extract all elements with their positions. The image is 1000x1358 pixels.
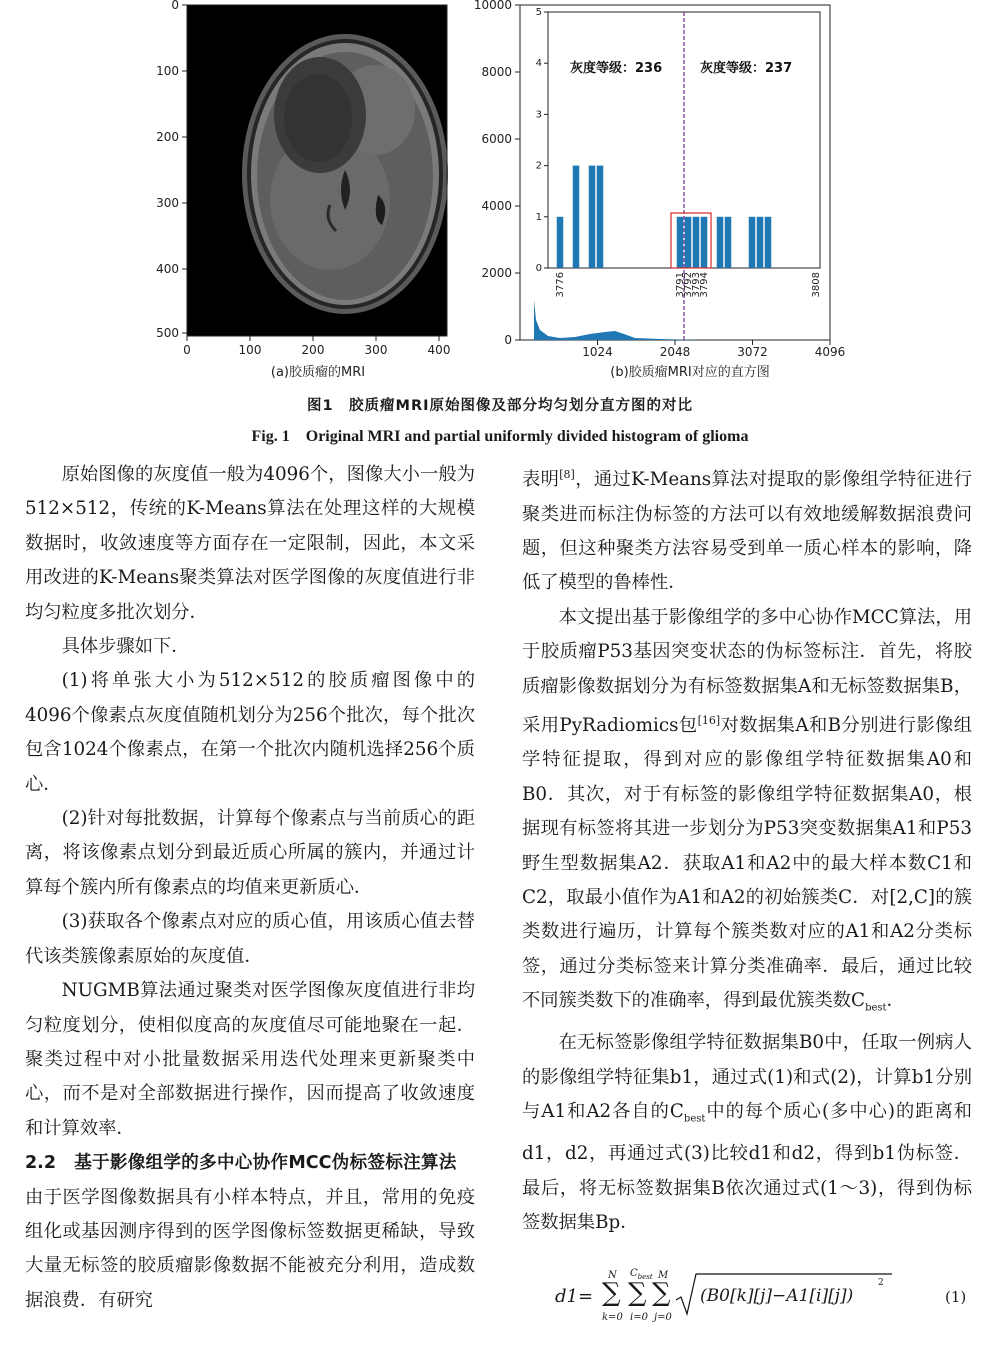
mri-y-tick: 400: [156, 262, 179, 276]
section-heading: 2.2 基于影像组学的多中心协作MCC伪标签标注算法: [25, 1153, 457, 1174]
inset-x-label: 3793: [691, 272, 702, 298]
inset-bar: [557, 217, 564, 268]
mri-y-axis: [156, 0, 187, 340]
right-column: [522, 458, 972, 1240]
mri-y-tick: 100: [156, 64, 179, 78]
mri-x-tick: 300: [364, 343, 388, 357]
main-x-tick: 2048: [659, 345, 691, 359]
inset-bar: [589, 166, 596, 268]
inset-y-tick: 0: [535, 263, 542, 274]
inset-y-tick: 1: [535, 211, 542, 223]
paragraph: 在无标签影像组学特征数据集B0中，任取一例病人的影像组学特征集b1，通过式(1)和式(2)，计算b1分别与A1和A2各自的$C_{best}$中的每个质心(多中心)的距离和d1，d2，再通过式(3)比较d1和d2，得到b1伪标签．最后，将无标签数据集B依次通过式(1～3)，得到伪标签数据集Bp．: [522, 1032, 973, 1234]
citation: [8]: [559, 468, 575, 481]
mri-panel: [156, 0, 450, 378]
inset-x-label: 3776: [555, 272, 566, 298]
mri-y-tick: 200: [156, 130, 179, 144]
inset-y-tick: 5: [535, 7, 542, 18]
mri-x-tick: 400: [427, 343, 451, 357]
inset-bar: [757, 217, 764, 268]
histogram-x-axis: [582, 340, 845, 359]
paragraph: 具体步骤如下．: [61, 636, 190, 658]
histogram-y-axis: [474, 0, 520, 347]
equation-1: d1= N ∑ k=0 $C_{best}$ ∑ i=0 M ∑ j=0 (B0[k][j]−A1[i][j]) 2 (1): [555, 1268, 967, 1323]
main-y-tick: 0: [504, 333, 512, 347]
inset-x-label: 3808: [811, 272, 822, 298]
mri-x-tick: 200: [301, 343, 325, 357]
inset-x-label: 3794: [699, 272, 710, 298]
inset-bar: [765, 217, 772, 268]
inset-bar: [685, 217, 692, 268]
paragraph: 原始图像的灰度值一般为4096个，图像大小一般为512×512，传统的K-Means算法在处理这样的大规模数据时，收敛速度等方面存在一定限制，因此，本文采用改进的K-Means聚类算法对医学图像的灰度值进行非均匀粒度多批次划分．: [25, 464, 475, 623]
inset-bar: [597, 166, 604, 268]
sum-sign: ∑: [652, 1278, 671, 1308]
section-paragraph: [25, 1146, 475, 1318]
paragraph: 本文提出基于影像组学的多中心协作MCC算法，用于胶质瘤P53基因突变状态的伪标签标注．首先，将胶质瘤影像数据划分为有标签数据集A和无标签数据集B，采用PyRadiomics包[16]对数据集A和B分别进行影像组学特征提取，得到对应的影像组学特征数据集A0和B0．其次，对于有标签的影像组学特征数据集A0，根据现有标签将其进一步划分为P53突变数据集A1和P53野生型数据集A2．获取A1和A2中的最大样本数C1和C2，取最小值作为A1和A2的初始簇类C．对[2,C]的簇类数进行遍历，计算每个簇类数对应的A1和A2分类标签，通过分类标签来计算分类准确率．最后，通过比较不同簇类数下的准确率，得到最优簇类数$C_{best}$．: [522, 606, 972, 1014]
sum-sign: ∑: [628, 1278, 647, 1308]
mri-y-tick: 0: [171, 0, 179, 12]
paragraph: NUGMB算法通过聚类对医学图像灰度值进行非均匀粒度划分，使相似度高的灰度值尽可能地聚在一起．聚类过程中对小批量数据采用迭代处理来更新聚类中心，而不是对全部数据进行操作，因而提高了收敛速度和计算效率．: [25, 980, 475, 1139]
section-body: 由于医学图像数据具有小样本特点，并且，常用的免疫组化或基因测序得到的医学图像标签数据更稀缺，导致大量无标签的胶质瘤影像数据不能被充分利用，造成数据浪费．有研究: [25, 1152, 475, 1311]
inset-bar: [717, 217, 724, 268]
main-y-tick: 10000: [473, 0, 512, 12]
inset-x-label: 3791: [675, 272, 686, 298]
main-y-tick: 6000: [481, 132, 512, 146]
paragraph: 表明[8]，通过K-Means算法对提取的影像组学特征进行聚类进而标注伪标签的方法可以有效地缓解数据浪费问题，但这种聚类方法容易受到单一质心样本的影响，降低了模型的鲁棒性．: [522, 468, 972, 594]
inset-bar: [677, 217, 684, 268]
annotation-right: 灰度等级：237: [700, 61, 793, 76]
main-y-tick: 2000: [481, 266, 512, 280]
mri-y-tick: 300: [156, 196, 179, 210]
mri-y-tick: 500: [156, 326, 179, 340]
left-column: [25, 458, 475, 1318]
figure-title-cn: 图1 胶质瘤MRI原始图像及部分均匀划分直方图的对比: [306, 398, 694, 414]
equation-lhs: d1=: [555, 1286, 594, 1307]
figure-1: [0, 0, 1000, 378]
equation-radicand: (B0[k][j]−A1[i][j]): [700, 1286, 854, 1306]
mri-x-tick: 100: [238, 343, 262, 357]
paragraph: (3)获取各个像素点对应的质心值，用该质心值去替代该类簇像素原始的灰度值．: [25, 911, 475, 967]
mri-caption: (a)胶质瘤的MRI: [270, 365, 366, 378]
main-y-tick: 4000: [481, 199, 512, 213]
equation-number: (1): [945, 1288, 967, 1306]
histogram-caption: (b)胶质瘤MRI对应的直方图: [610, 365, 770, 378]
main-x-tick: 1024: [582, 345, 613, 359]
figure-title-en: Fig. 1 Original MRI and partial uniformly divided histogram of glioma: [251, 428, 749, 445]
inset-bar: [693, 217, 700, 268]
inset-bar: [749, 217, 756, 268]
main-y-tick: 8000: [481, 65, 512, 79]
mri-x-axis: [183, 336, 450, 357]
inset-bar: [701, 217, 708, 268]
inset-bar: [725, 217, 732, 268]
inset-y-tick: 2: [535, 160, 542, 172]
main-x-tick: 4096: [814, 345, 846, 359]
annotation-left: 灰度等级：236: [570, 61, 663, 76]
inset-y-tick: 4: [535, 58, 542, 70]
paragraph: (1)将单张大小为512×512的胶质瘤图像中的4096个像素点灰度值随机划分为256个批次，每个批次包含1024个像素点，在第一个批次内随机选择256个质心．: [25, 670, 475, 795]
histogram-panel: [474, 0, 845, 378]
mri-x-tick: 0: [183, 343, 191, 357]
sum-sign: ∑: [602, 1278, 621, 1308]
citation: [16]: [697, 713, 721, 727]
paragraph: (2)针对每批数据，计算每个像素点与当前质心的距离，将该像素点划分到最近质心所属的簇内，并通过计算每个簇内所有像素点的均值来更新质心．: [25, 808, 475, 898]
inset-x-label: 3792: [683, 272, 694, 298]
inset-y-tick: 3: [535, 109, 542, 121]
main-x-tick: 3072: [737, 345, 768, 359]
inset-bar: [573, 166, 580, 268]
